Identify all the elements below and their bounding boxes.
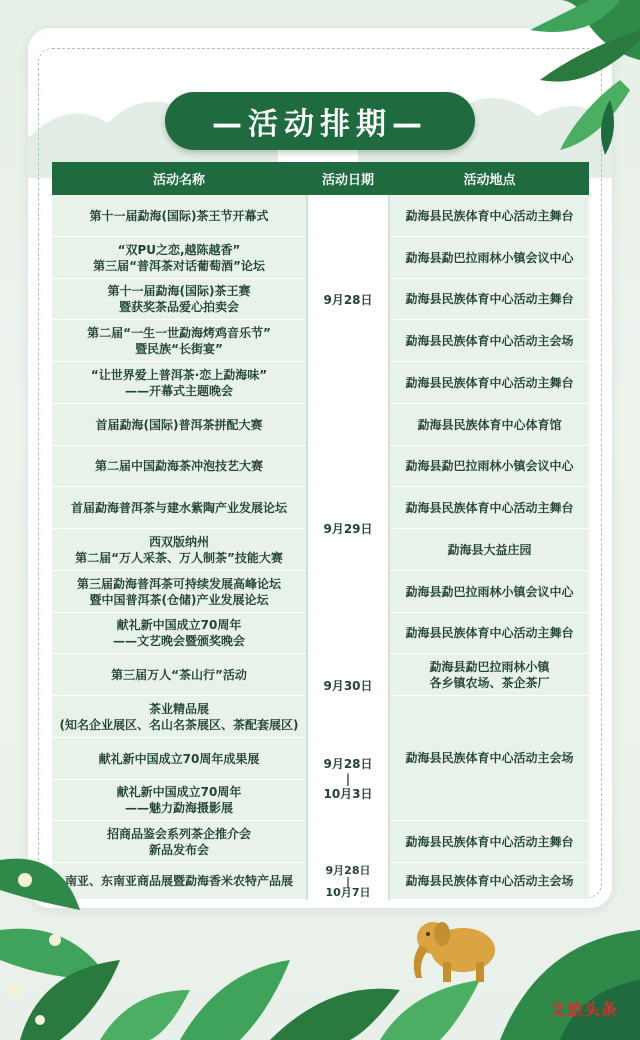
table-row: 献礼新中国成立70周年成果展 [52, 738, 306, 780]
location-cell: 勐海县勐巴拉雨林小镇会议中心 [390, 446, 589, 487]
table-row: 茶业精品展 (知名企业展区、名山名茶展区、茶配套展区) [52, 696, 306, 738]
header-activity-date: 活动日期 [321, 173, 374, 188]
location-cell: 勐海县民族体育中心活动主舞台 [390, 487, 589, 529]
table-row: 首届勐海(国际)普洱茶拼配大赛 [52, 404, 306, 446]
table-row: 第三届万人“茶山行”活动 [52, 654, 306, 696]
date-cell: 9月28日 [306, 195, 390, 404]
table-row: 西双版纳州 第二届“万人采茶、万人制茶”技能大赛 [52, 529, 306, 571]
table-row: “让世界爱上普洱茶·恋上勐海味” ——开幕式主题晚会 [52, 362, 306, 404]
location-cell: 勐海县民族体育中心活动主舞台 [390, 279, 589, 320]
location-cell: 勐海县民族体育中心活动主会场 [390, 320, 589, 362]
location-cell: 勐海县勐巴拉雨林小镇会议中心 [390, 571, 589, 613]
leaf-decoration-top-right [470, 0, 640, 160]
table-row: 首届勐海普洱茶与建水紫陶产业发展论坛 [52, 487, 306, 529]
table-row: 献礼新中国成立70周年 ——文艺晚会暨颁奖晚会 [52, 613, 306, 654]
header-activity-location: 活动地点 [463, 173, 516, 188]
date-cell: 9月29日 [306, 404, 390, 654]
location-cell: 勐海县民族体育中心活动主舞台 [390, 821, 589, 863]
location-cell: 勐海县大益庄园 [390, 529, 589, 571]
date-cell: 9月28日 | 10月7日 [306, 863, 390, 900]
table-row: 第三届勐海普洱茶可持续发展高峰论坛 暨中国普洱茶(仓储)产业发展论坛 [52, 571, 306, 613]
location-cell: 勐海县勐巴拉雨林小镇 各乡镇农场、茶企茶厂 [390, 654, 589, 696]
table-row: 第十一届勐海(国际)茶王赛 暨获奖茶品爱心拍卖会 [52, 279, 306, 320]
table-row: 献礼新中国成立70周年 ——魅力勐海摄影展 [52, 780, 306, 821]
page-title: —活动排期— [165, 92, 475, 150]
location-cell: 勐海县民族体育中心活动主会场 [390, 696, 589, 821]
schedule-table [52, 162, 589, 900]
table-row: 第十一届勐海(国际)茶王节开幕式 [52, 195, 306, 237]
location-cell: 勐海县勐巴拉雨林小镇会议中心 [390, 237, 589, 279]
table-header [52, 162, 589, 195]
table-row: 招商品鉴会系列茶企推介会 新品发布会 [52, 821, 306, 863]
table-row: 第二届中国勐海茶冲泡技艺大赛 [52, 446, 306, 487]
location-cell: 勐海县民族体育中心活动主舞台 [390, 613, 589, 654]
date-cell: 9月28日 | 10月3日 [306, 696, 390, 863]
watermark-logo: 文旅头条 [549, 1000, 618, 1019]
location-cell: 勐海县民族体育中心活动主舞台 [390, 195, 589, 237]
table-row: 第二届“一生一世勐海烤鸡音乐节” 暨民族“长街宴” [52, 320, 306, 362]
location-cell: 勐海县民族体育中心活动主舞台 [390, 362, 589, 404]
location-cell: 勐海县民族体育中心活动主会场 [390, 863, 589, 900]
date-cell: 9月30日 [306, 654, 390, 696]
leaf-flower-decoration-bottom-left [0, 820, 200, 1040]
table-row: 南亚、东南亚商品展暨勐海香米农特产品展 [52, 863, 306, 900]
location-cell: 勐海县民族体育中心体育馆 [390, 404, 589, 446]
elephant-icon [398, 900, 508, 990]
header-activity-name: 活动名称 [152, 173, 205, 188]
table-row: “双PU之恋,越陈越香” 第三届“普洱茶对话葡萄酒”论坛 [52, 237, 306, 279]
